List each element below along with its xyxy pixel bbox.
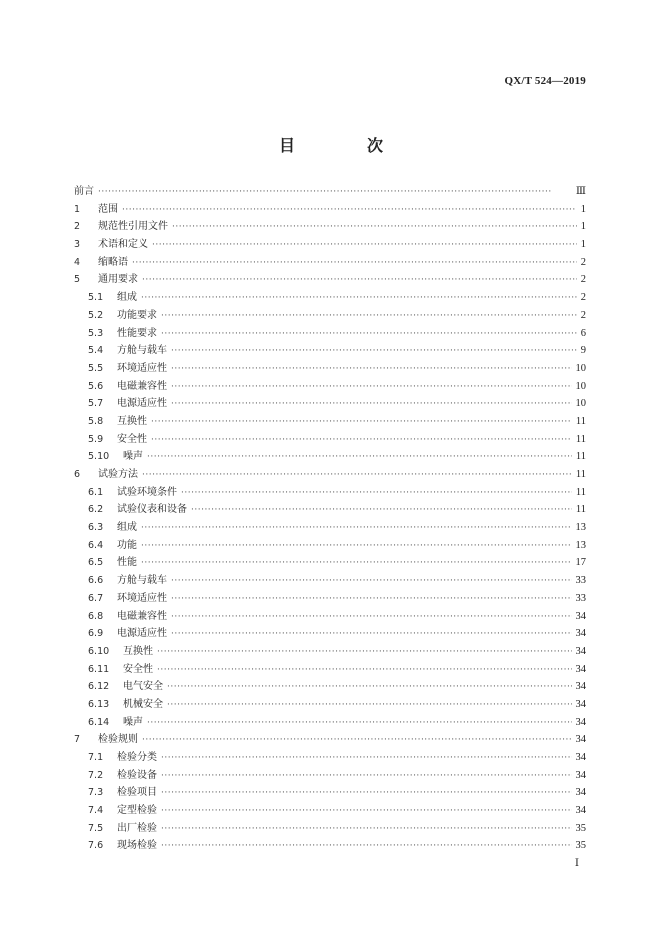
toc-entry-number: 7.2	[88, 769, 104, 781]
toc-entry-label: 检验规则	[98, 734, 138, 746]
toc-entry-label: 功能要求	[117, 309, 157, 321]
toc-entry-page: 13	[575, 539, 586, 551]
toc-entry-page: 2	[580, 256, 586, 268]
toc-entry-page: 1	[580, 239, 586, 251]
toc-entry[interactable]	[74, 696, 586, 714]
dot-leader	[191, 502, 572, 520]
toc-entry[interactable]	[74, 325, 586, 343]
toc-entry-number: 6.10	[88, 645, 110, 657]
toc-entry-number: 5.6	[88, 380, 104, 392]
toc-entry-label: 检验设备	[117, 769, 157, 781]
dot-leader	[161, 838, 572, 856]
toc-entry-page: 1	[580, 203, 586, 215]
dot-leader	[142, 732, 572, 750]
toc-entry-page: 34	[575, 610, 586, 622]
toc-entry-number: 5.8	[88, 415, 104, 427]
toc-entry-page: 2	[580, 292, 586, 304]
toc-entry-number: 5	[74, 274, 81, 286]
toc-entry-number: 6.12	[88, 681, 110, 693]
toc-entry-label: 电源适应性	[117, 628, 167, 640]
toc-entry-number: 4	[74, 256, 81, 268]
toc-entry-number: 6.4	[88, 539, 104, 551]
toc-entry-page: 6	[580, 327, 586, 339]
toc-entry-label: 功能	[117, 539, 137, 551]
toc-entry-label: 出厂检验	[117, 822, 157, 834]
toc-entry-label: 性能要求	[117, 327, 157, 339]
toc-entry-page: 34	[575, 734, 586, 746]
toc-entry-page: 9	[580, 345, 586, 357]
toc-entry-number: 5.9	[88, 433, 104, 445]
toc-entry-number: 6.13	[88, 698, 110, 710]
toc-entry-number: 7.3	[88, 787, 104, 799]
toc-entry[interactable]	[74, 183, 586, 201]
toc-entry-page: 11	[575, 451, 586, 463]
toc-entry-label: 互换性	[117, 415, 147, 427]
toc-entry-page: 34	[575, 645, 586, 657]
toc-entry-label: 试验方法	[98, 469, 138, 480]
toc-title: 目 次	[278, 136, 411, 155]
toc-entry[interactable]	[74, 448, 586, 466]
dot-leader	[171, 573, 572, 591]
toc-entry[interactable]	[74, 767, 586, 785]
toc-entry-page: 34	[575, 787, 586, 799]
toc-entry-label: 电气安全	[123, 681, 163, 693]
toc-entry[interactable]	[74, 413, 586, 431]
toc-entry[interactable]	[74, 395, 586, 413]
dot-leader	[161, 785, 572, 803]
toc-entry-number: 6.1	[88, 486, 104, 498]
dot-leader	[147, 715, 572, 733]
toc-entry[interactable]	[74, 625, 586, 643]
toc-entry[interactable]	[74, 714, 586, 732]
toc-entry[interactable]	[74, 537, 586, 555]
toc-entry-label: 机械安全	[123, 698, 163, 710]
toc-entry-label: 电磁兼容性	[117, 380, 167, 392]
toc-entry[interactable]	[74, 236, 586, 254]
toc-entry-number: 7.4	[88, 805, 104, 817]
toc-entry-number: 6.5	[88, 557, 104, 569]
toc-entry[interactable]	[74, 378, 586, 396]
toc-entry-label: 性能	[117, 557, 137, 569]
toc-entry-page: 34	[575, 716, 586, 728]
toc-entry-number: 6.14	[88, 716, 110, 728]
toc-entry-label: 现场检验	[117, 840, 157, 852]
toc-entry-label: 通用要求	[98, 274, 138, 286]
dot-leader	[171, 609, 572, 627]
toc-entry-page: 11	[575, 486, 586, 498]
dot-leader	[181, 485, 572, 503]
toc-entry-number: 1	[74, 203, 81, 215]
dot-leader	[171, 591, 572, 609]
dot-leader	[147, 449, 572, 467]
toc-entry-number: 5.10	[88, 451, 110, 463]
dot-leader	[161, 768, 572, 786]
toc-entry-number: 6.2	[88, 504, 104, 516]
dot-leader	[122, 202, 577, 220]
toc-entry-page: 35	[575, 840, 586, 852]
toc-entry-page: 34	[575, 628, 586, 640]
toc-entry-page: 11	[575, 469, 586, 480]
toc-entry-page: 2	[580, 274, 586, 286]
toc-entry-number: 6	[74, 469, 81, 480]
toc-entry-label: 试验环境条件	[117, 486, 177, 498]
toc-entry-number: 5.2	[88, 309, 104, 321]
toc-entry-number: 7.1	[88, 752, 104, 763]
dot-leader	[157, 662, 572, 680]
toc-entry[interactable]	[74, 271, 586, 289]
toc-entry-page: 10	[575, 398, 586, 410]
toc-entry[interactable]	[74, 802, 586, 820]
toc-entry[interactable]	[74, 643, 586, 661]
toc-entry[interactable]	[74, 749, 586, 767]
toc-entry-label: 电磁兼容性	[117, 610, 167, 622]
toc-entry[interactable]	[74, 360, 586, 378]
toc-entry-label: 定型检验	[117, 805, 157, 817]
toc-entry-label: 安全性	[123, 663, 153, 675]
dot-leader	[142, 272, 577, 290]
toc-entry[interactable]	[74, 731, 586, 749]
toc-entry[interactable]	[74, 519, 586, 537]
toc-entry[interactable]	[74, 784, 586, 802]
toc-entry-page: 11	[575, 504, 586, 516]
toc-entry-number: 7.6	[88, 840, 104, 852]
dot-leader	[141, 290, 577, 308]
dot-leader	[141, 555, 572, 573]
toc-entry-label: 缩略语	[98, 256, 128, 268]
toc-entry-label: 术语和定义	[98, 239, 148, 251]
toc-entry-label: 电源适应性	[117, 398, 167, 410]
toc-entry-page: 34	[575, 681, 586, 693]
toc-entry-number: 5.3	[88, 327, 104, 339]
toc-entry-label: 组成	[117, 522, 137, 534]
dot-leader	[141, 520, 572, 538]
toc-entry-number: 6.3	[88, 522, 104, 534]
toc-entry[interactable]	[74, 307, 586, 325]
toc-entry[interactable]	[74, 554, 586, 572]
toc-entry[interactable]	[74, 590, 586, 608]
toc-entry-number: 5.5	[88, 362, 104, 374]
dot-leader	[151, 414, 572, 432]
toc-entry[interactable]	[74, 608, 586, 626]
toc-entry[interactable]	[74, 484, 586, 502]
toc-entry[interactable]	[74, 678, 586, 696]
toc-entry-label: 范围	[98, 203, 118, 215]
toc-entry-label: 互换性	[123, 645, 153, 657]
toc-entry-number: 5.4	[88, 345, 104, 357]
dot-leader	[161, 750, 572, 768]
toc-entry-number: 7	[74, 734, 81, 746]
toc-entry[interactable]	[74, 201, 586, 219]
toc-entry-number: 5.1	[88, 292, 104, 304]
toc-entry-number: 6.6	[88, 575, 104, 587]
toc-entry[interactable]	[74, 837, 586, 855]
toc-entry[interactable]	[74, 466, 586, 484]
toc-entry-number: 6.8	[88, 610, 104, 622]
toc-entry-page: 34	[575, 698, 586, 710]
toc-entry[interactable]	[74, 218, 586, 236]
dot-leader	[161, 308, 577, 326]
toc-entry-number: 6.7	[88, 592, 104, 604]
toc-entry[interactable]	[74, 254, 586, 272]
toc-entry-page: 2	[580, 309, 586, 321]
dot-leader	[132, 255, 577, 273]
toc-entry-number: 3	[74, 239, 81, 251]
dot-leader	[171, 396, 572, 414]
toc-entry-page: 17	[575, 557, 586, 569]
toc-entry-label: 环境适应性	[117, 592, 167, 604]
dot-leader	[172, 219, 577, 237]
toc-entry-page: 34	[575, 752, 586, 763]
toc-entry-label: 检验分类	[117, 752, 157, 763]
toc-entry-page: 10	[575, 380, 586, 392]
toc-entry-label: 噪声	[123, 451, 143, 463]
toc-entry-number: 6.11	[88, 663, 110, 675]
dot-leader	[161, 821, 572, 839]
toc-entry-page: 11	[575, 433, 586, 445]
toc-entry-page: 34	[575, 805, 586, 817]
toc-entry-page: Ⅲ	[575, 186, 586, 197]
toc-entry[interactable]	[74, 661, 586, 679]
toc-entry-number: 6.9	[88, 628, 104, 640]
toc-entry-label: 试验仪表和设备	[117, 504, 187, 516]
toc-entry-page: 13	[575, 522, 586, 534]
toc-entry-label: 噪声	[123, 716, 143, 728]
toc-entry[interactable]	[74, 342, 586, 360]
standard-code: QX/T 524—2019	[504, 75, 586, 87]
toc-entry-number: 5.7	[88, 398, 104, 410]
dot-leader	[152, 237, 577, 255]
toc-entry-page: 33	[575, 592, 586, 604]
dot-leader	[161, 803, 572, 821]
toc-entry-page: 1	[580, 221, 586, 233]
toc-entry-page: 34	[575, 769, 586, 781]
toc-list	[74, 183, 586, 855]
toc-entry-page: 34	[575, 663, 586, 675]
toc-entry-label: 方舱与载车	[117, 345, 167, 357]
toc-entry-page: 11	[575, 415, 586, 427]
dot-leader	[171, 361, 572, 379]
toc-entry-page: 33	[575, 575, 586, 587]
dot-leader	[171, 626, 572, 644]
toc-entry-number: 2	[74, 221, 81, 233]
dot-leader	[161, 326, 577, 344]
toc-entry-page: 35	[575, 822, 586, 834]
page-number: Ⅰ	[574, 858, 579, 869]
dot-leader	[142, 467, 572, 485]
dot-leader	[171, 343, 577, 361]
dot-leader	[151, 432, 572, 450]
toc-entry-label: 前言	[74, 186, 94, 197]
toc-entry-label: 环境适应性	[117, 362, 167, 374]
toc-entry-label: 规范性引用文件	[98, 221, 168, 233]
dot-leader	[157, 644, 572, 662]
toc-entry-label: 安全性	[117, 433, 147, 445]
toc-entry[interactable]	[74, 572, 586, 590]
toc-entry[interactable]	[74, 820, 586, 838]
toc-entry[interactable]	[74, 501, 586, 519]
dot-leader	[171, 379, 572, 397]
toc-entry-page: 10	[575, 362, 586, 374]
toc-entry-label: 组成	[117, 292, 137, 304]
toc-entry-label: 检验项目	[117, 787, 157, 799]
toc-entry[interactable]	[74, 289, 586, 307]
toc-entry-label: 方舱与载车	[117, 575, 167, 587]
toc-entry-number: 7.5	[88, 822, 104, 834]
dot-leader	[167, 679, 572, 697]
dot-leader	[167, 697, 572, 715]
dot-leader	[98, 184, 572, 202]
dot-leader	[141, 538, 572, 556]
toc-entry[interactable]	[74, 431, 586, 449]
